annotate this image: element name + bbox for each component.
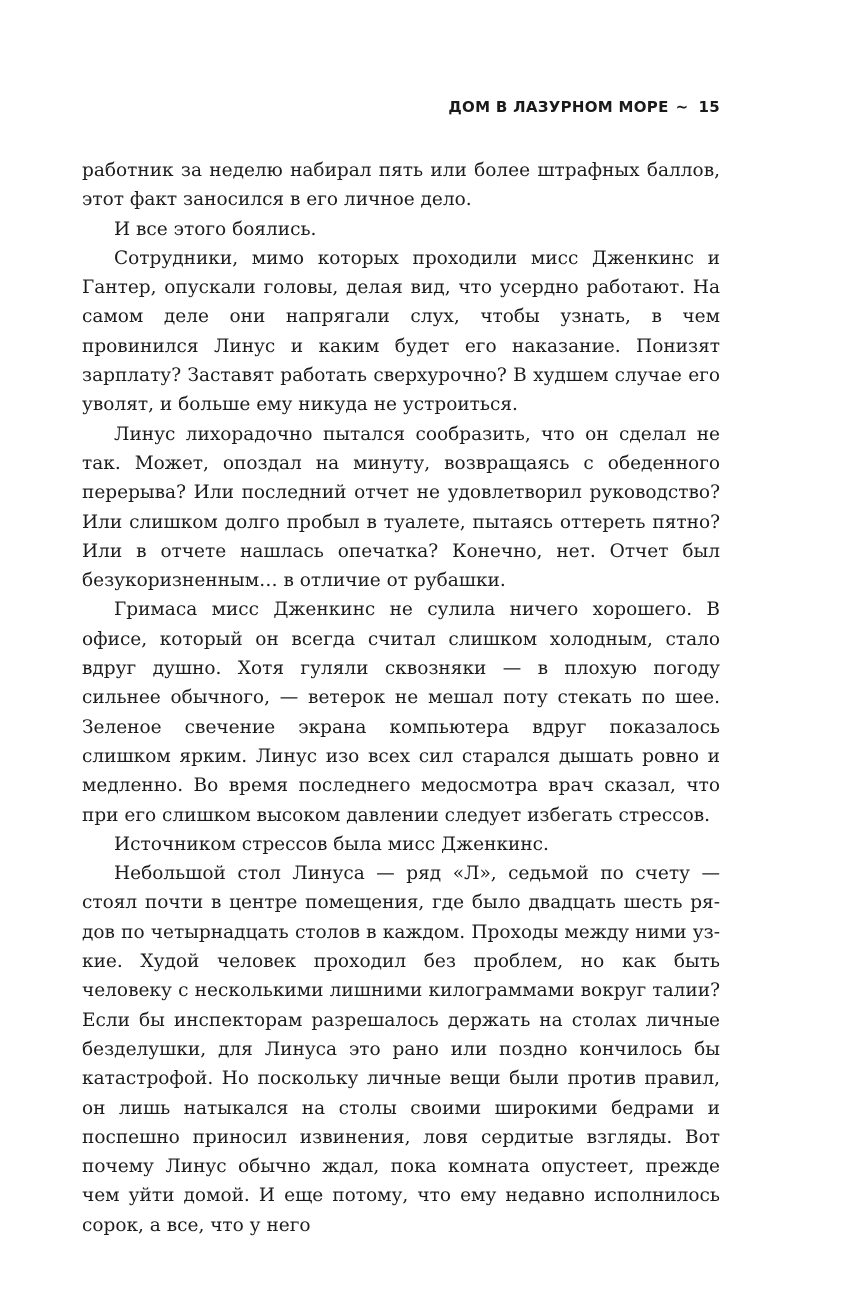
paragraph: Источником стрессов была мисс Дженкинс. bbox=[114, 833, 549, 855]
paragraph: Небольшой стол Линуса — ряд «Л», седьмой по счету — стоял почти в центре помещения, где было двадцать шесть рядов по четырнадцать столов в каждом. Проходы между ними узкие. Худой человек проходил без проблем, но как быть человеку с несколькими лишними килограммами вокруг талии? Если бы инспекторам разрешалось держать на столах личные безделушки, для Линуса это рано или поздно кончилось бы катастрофой. Но поскольку личные вещи были против правил, он лишь натыкался на столы своими широкими бедрами и поспешно приносил извинения, ловя сердитые взгляды. Вот почему Линус обычно ждал, пока комната опустеет, прежде чем уйти домой. И еще потому, что ему недавно исполнилось сорок, а все, что у него bbox=[82, 863, 720, 1236]
book-title: ДОМ В ЛАЗУРНОМ МОРЕ bbox=[448, 98, 669, 116]
paragraph-continued: работник за неделю набирал пять или более штрафных баллов, этот факт заносился в его личное дело. bbox=[82, 160, 720, 211]
header-separator: ~ bbox=[675, 98, 689, 116]
paragraph: Линус лихорадочно пытался сообразить, что он сделал не так. Может, опоздал на минуту, возвращаясь с обеденного перерыва? Или последний отчет не удовлетворил руководство? Или слишком долго пробыл в туалете, пытаясь оттереть пятно? Или в отчете нашлась опечатка? Конечно, нет. Отчет был безукоризненным… в отличие от рубашки. bbox=[82, 423, 720, 592]
paragraph: Сотрудники, мимо которых проходили мисс Дженкинс и Гантер, опускали головы, делая вид, что усердно работают. На самом деле они напрягали слух, чтобы узнать, в чем провинился Линус и каким будет его наказание. Понизят зарплату? Заставят работать сверхурочно? В худшем случае его уволят, и больше ему никуда не устроиться. bbox=[82, 247, 720, 416]
body-text bbox=[82, 156, 720, 1240]
page-number: 15 bbox=[698, 98, 720, 116]
running-header bbox=[82, 98, 720, 116]
paragraph: И все этого боялись. bbox=[114, 218, 317, 240]
paragraph: Гримаса мисс Дженкинс не сулила ничего хорошего. В офисе, который он всегда считал слишком холодным, стало вдруг душно. Хотя гуляли сквозняки — в плохую погоду сильнее обычного, — ветерок не мешал поту стекать по шее. Зеленое свечение экрана компьютера вдруг показалось слишком ярким. Линус изо всех сил старался дышать ровно и медленно. Во время последнего медосмотра врач сказал, что при его слишком высоком давлении следует избегать стрессов. bbox=[82, 599, 720, 826]
